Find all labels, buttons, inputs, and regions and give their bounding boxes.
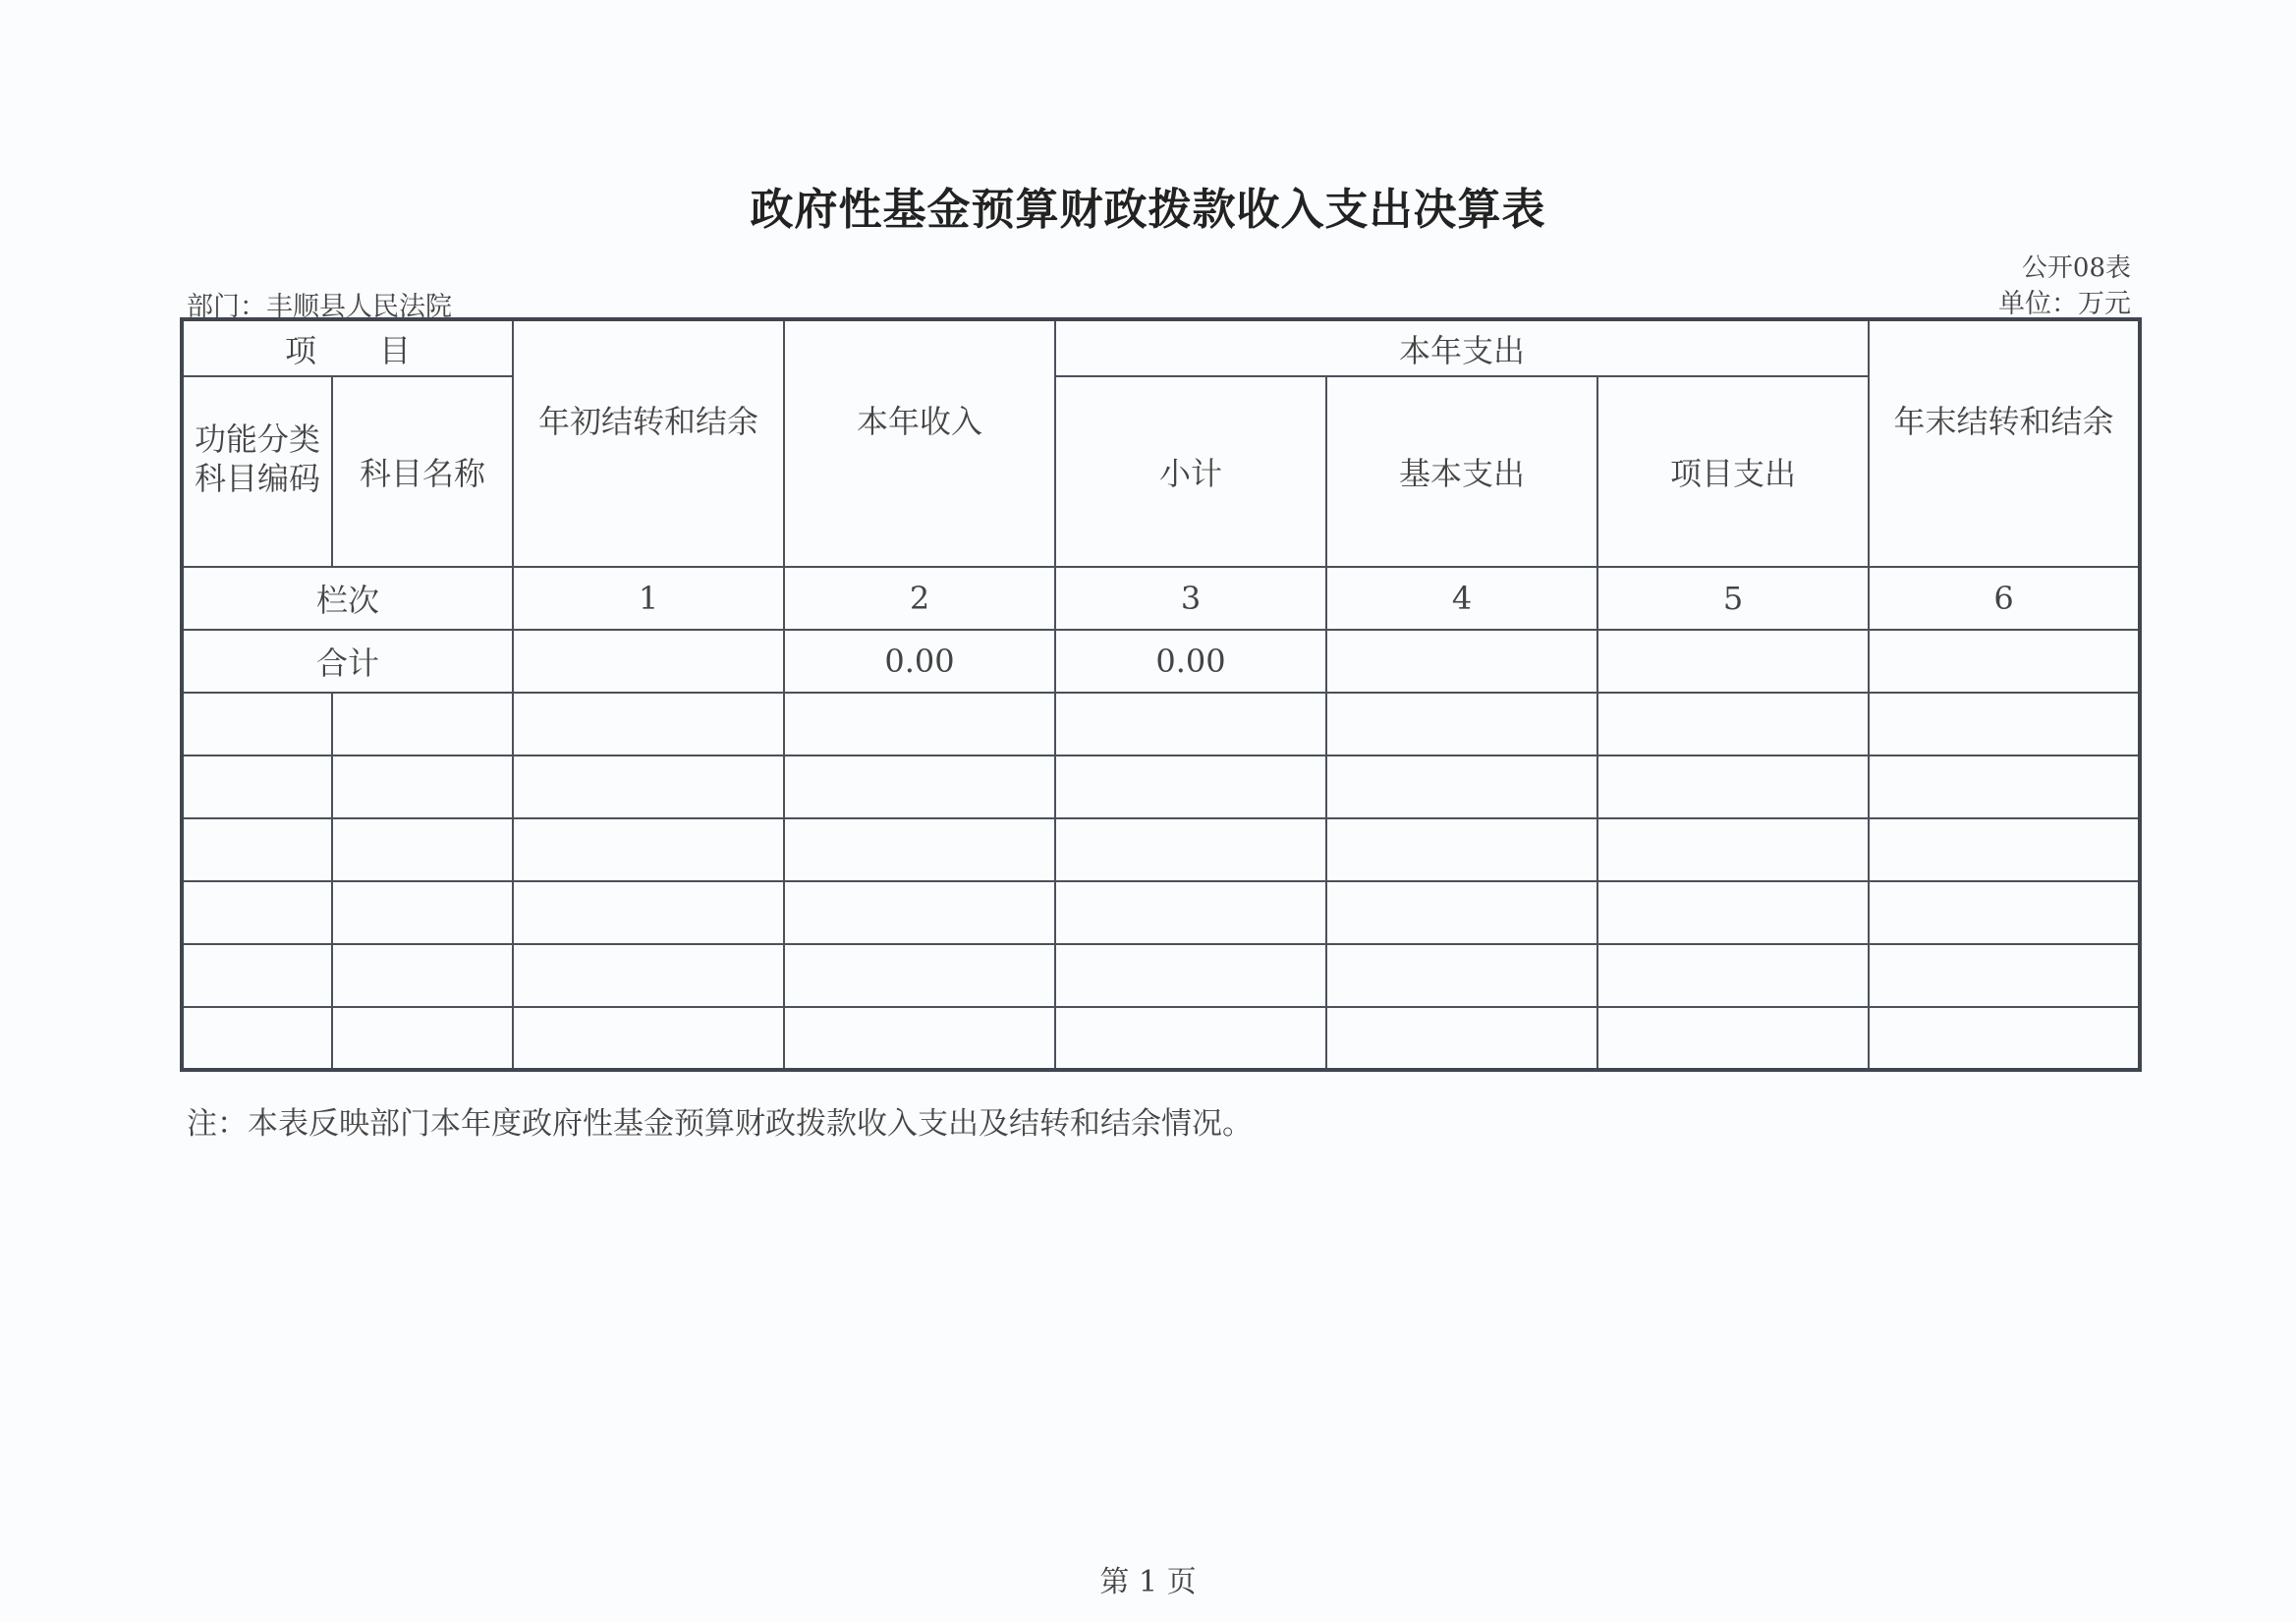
table-cell <box>784 881 1055 944</box>
header-row-1 <box>182 319 2140 376</box>
table-cell <box>1869 944 2140 1007</box>
department-label: 部门：丰顺县人民法院 <box>187 292 452 322</box>
header-basic-expense: 基本支出 <box>1326 376 1597 567</box>
header-project-expense: 项目支出 <box>1597 376 1869 567</box>
table-cell <box>332 755 513 818</box>
index-col-1: 1 <box>513 567 784 630</box>
index-col-4: 4 <box>1326 567 1597 630</box>
header-current-expense: 本年支出 <box>1055 319 1869 376</box>
table-cell <box>332 944 513 1007</box>
table-cell <box>784 944 1055 1007</box>
table-cell <box>332 818 513 881</box>
table-cell <box>784 1007 1055 1070</box>
table-cell <box>182 1007 332 1070</box>
table-cell <box>1326 1007 1597 1070</box>
table-cell <box>332 881 513 944</box>
table-cell <box>1597 944 1869 1007</box>
budget-table <box>180 317 2142 1072</box>
header-closing-balance: 年末结转和结余 <box>1869 319 2140 567</box>
index-row <box>182 567 2140 630</box>
total-project-expense <box>1597 630 1869 693</box>
table-cell <box>182 693 332 755</box>
table-cell <box>1869 693 2140 755</box>
table-cell <box>513 818 784 881</box>
total-subtotal: 0.00 <box>1055 630 1326 693</box>
total-basic-expense <box>1326 630 1597 693</box>
table-cell <box>784 755 1055 818</box>
total-current-income: 0.00 <box>784 630 1055 693</box>
table-cell <box>332 693 513 755</box>
header-row-2 <box>182 376 2140 567</box>
form-number: 公开08表 <box>2021 253 2131 283</box>
table-cell <box>784 693 1055 755</box>
table-cell <box>1597 693 1869 755</box>
table-cell <box>1055 944 1326 1007</box>
total-closing-balance <box>1869 630 2140 693</box>
header-opening-balance: 年初结转和结余 <box>513 319 784 567</box>
page-title: 政府性基金预算财政拨款收入支出决算表 <box>750 185 1546 235</box>
table-cell <box>1597 818 1869 881</box>
total-opening-balance <box>513 630 784 693</box>
table-cell <box>1055 755 1326 818</box>
header-func-code: 功能分类科目编码 <box>182 376 332 567</box>
table-row <box>182 881 2140 944</box>
table-cell <box>784 818 1055 881</box>
total-row-label: 合计 <box>182 630 513 693</box>
table-cell <box>1326 881 1597 944</box>
table-cell <box>1055 881 1326 944</box>
table-cell <box>1055 1007 1326 1070</box>
table-cell <box>1869 1007 2140 1070</box>
table-cell <box>1326 944 1597 1007</box>
table-cell <box>332 1007 513 1070</box>
unit-label: 单位：万元 <box>1998 289 2131 319</box>
page-number: 第 1 页 <box>1099 1565 1197 1599</box>
table-cell <box>1326 693 1597 755</box>
table-cell <box>513 1007 784 1070</box>
table-cell <box>1597 881 1869 944</box>
table-cell <box>1055 818 1326 881</box>
table-row <box>182 755 2140 818</box>
table-note: 注：本表反映部门本年度政府性基金预算财政拨款收入支出及结转和结余情况。 <box>187 1106 1253 1142</box>
table-row <box>182 1007 2140 1070</box>
header-item: 项 目 <box>182 319 513 376</box>
table-cell <box>182 881 332 944</box>
table-cell <box>1869 818 2140 881</box>
header-subtotal: 小计 <box>1055 376 1326 567</box>
header-subject-name: 科目名称 <box>332 376 513 567</box>
table-cell <box>1055 693 1326 755</box>
table-cell <box>182 755 332 818</box>
table-cell <box>513 755 784 818</box>
table-cell <box>182 944 332 1007</box>
index-col-3: 3 <box>1055 567 1326 630</box>
index-col-2: 2 <box>784 567 1055 630</box>
table-cell <box>1869 755 2140 818</box>
table-row <box>182 693 2140 755</box>
index-row-label: 栏次 <box>182 567 513 630</box>
table-cell <box>513 881 784 944</box>
table-cell <box>513 693 784 755</box>
index-col-5: 5 <box>1597 567 1869 630</box>
table-cell <box>1869 881 2140 944</box>
total-row <box>182 630 2140 693</box>
table-row <box>182 818 2140 881</box>
table-cell <box>182 818 332 881</box>
table-row <box>182 944 2140 1007</box>
index-col-6: 6 <box>1869 567 2140 630</box>
table-cell <box>513 944 784 1007</box>
header-current-income: 本年收入 <box>784 319 1055 567</box>
table-cell <box>1597 755 1869 818</box>
table-cell <box>1326 818 1597 881</box>
table-cell <box>1326 755 1597 818</box>
table-cell <box>1597 1007 1869 1070</box>
